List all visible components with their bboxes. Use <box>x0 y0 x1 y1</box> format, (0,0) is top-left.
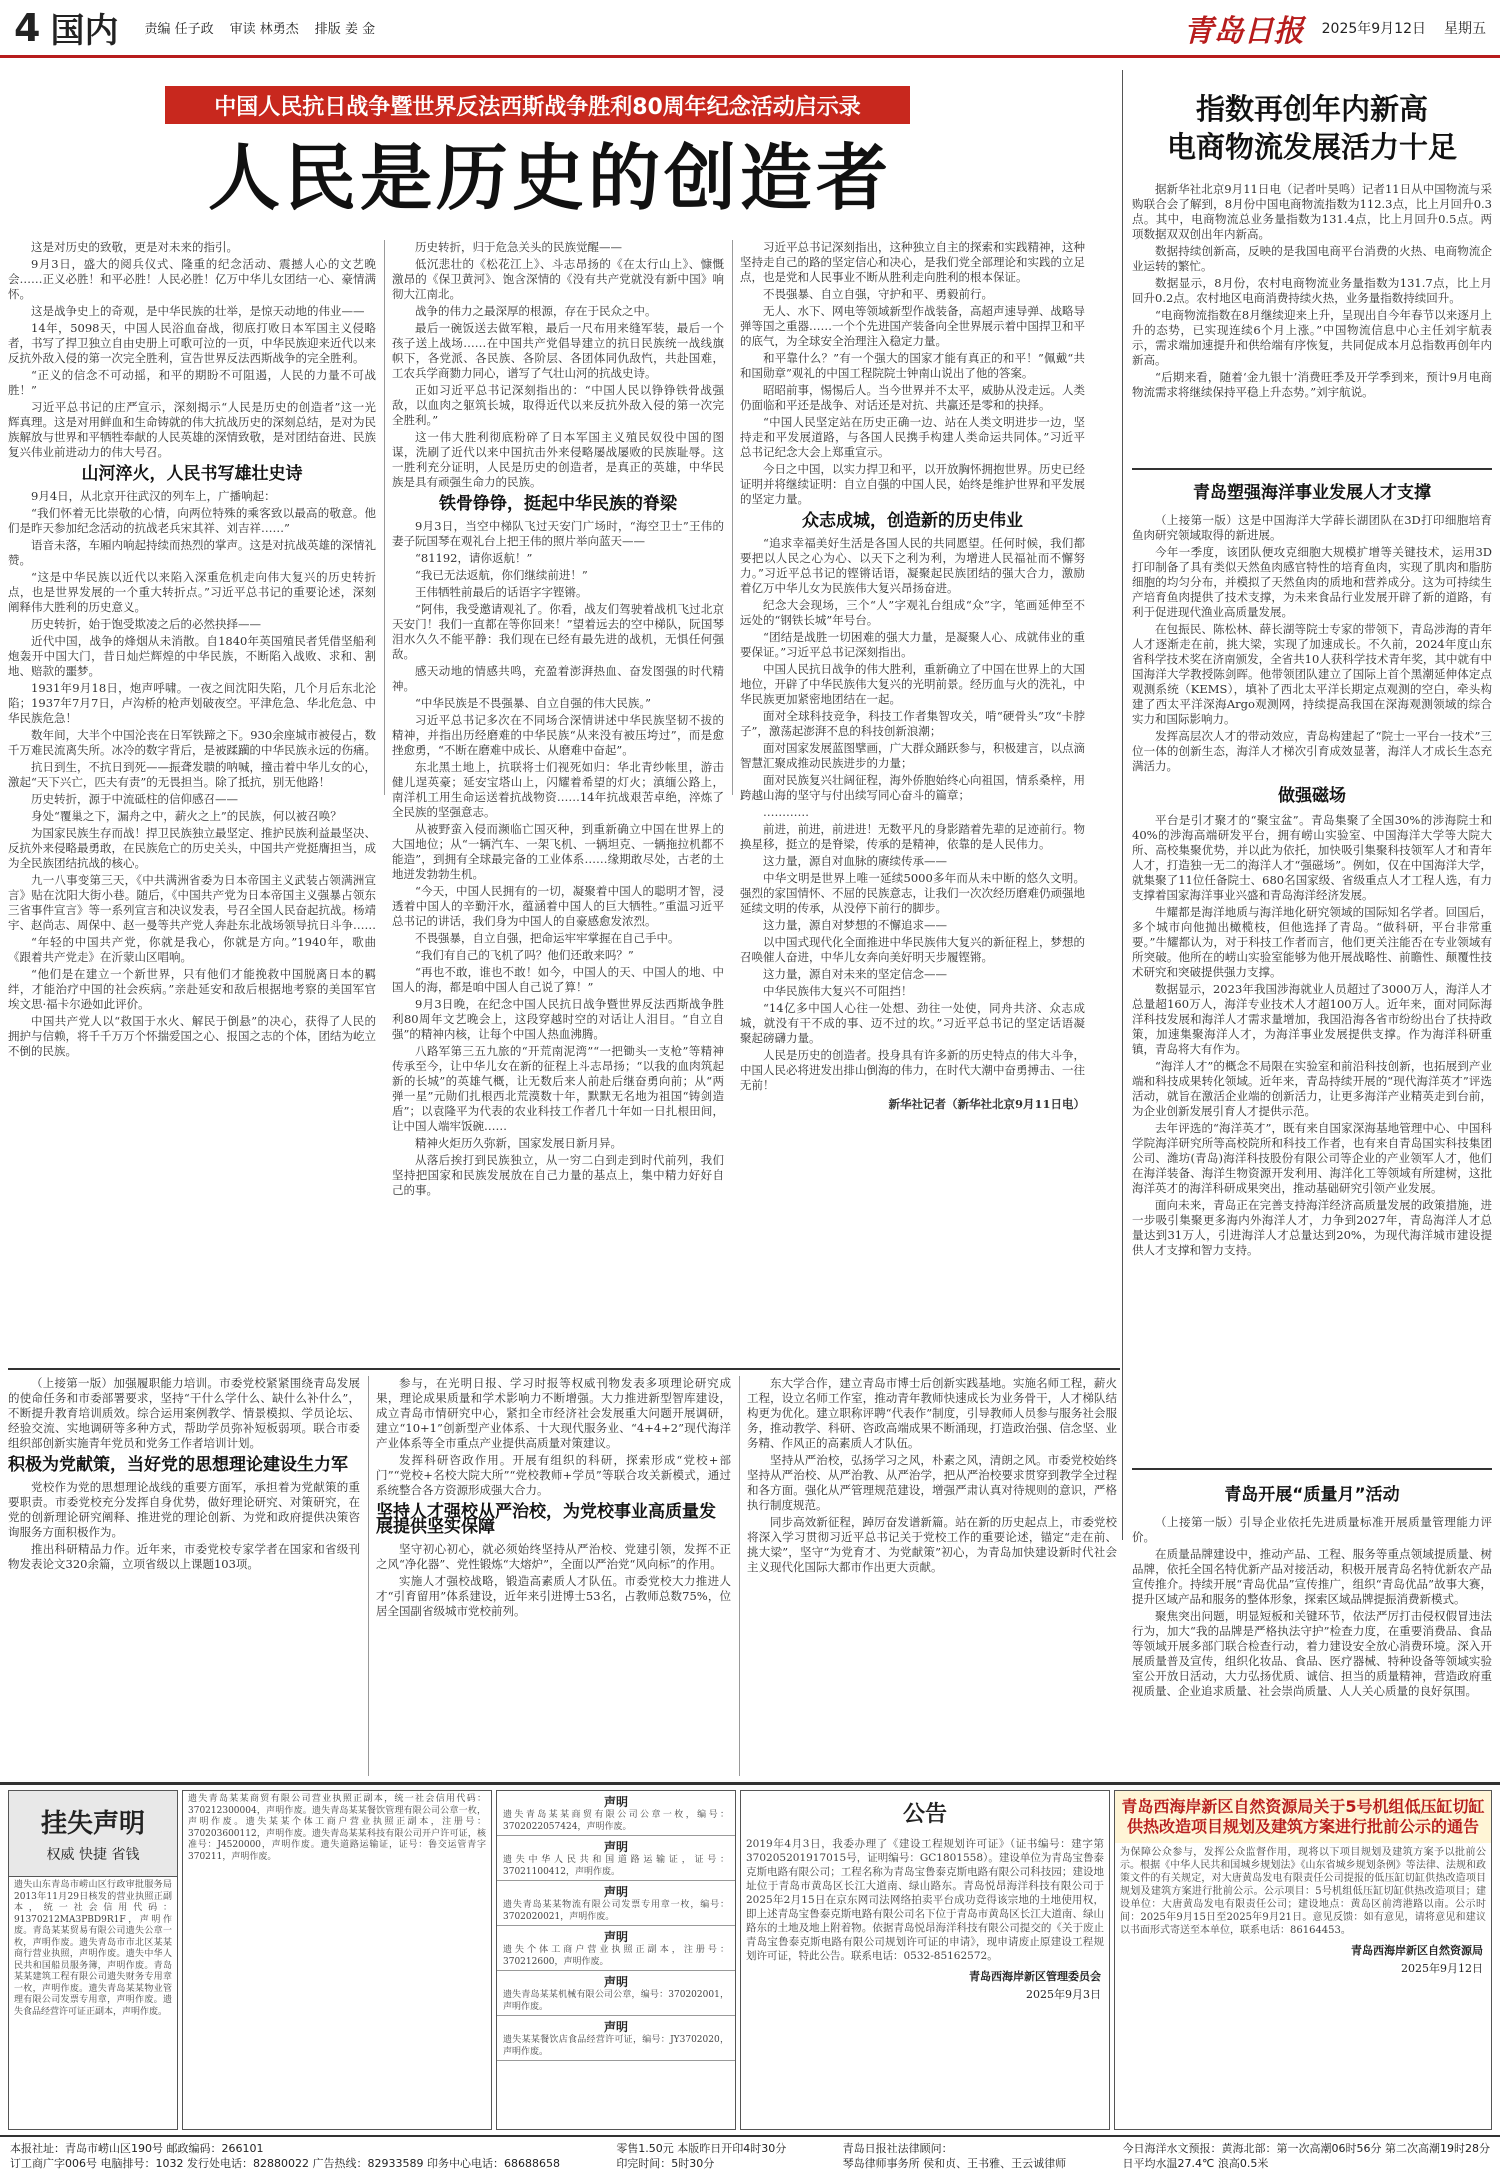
ocean-talent-body <box>1132 513 1492 774</box>
paragraph: 这是对历史的致敬，更是对未来的指引。 <box>31 240 238 254</box>
paragraph: 9月3日，盛大的阅兵仪式、隆重的纪念活动、震撼人心的文艺晚会……正义必胜！和平必胜！人民必胜！亿万中华儿女团结一心、豪情满怀。 <box>8 257 376 301</box>
paragraph: 为国家民族生存而战！捍卫民族独立最坚定、推护民族利益最坚决、反抗外来侵略最勇敢，在民族危亡的历史关头，中国共产党挺膺担当，成为全民族团结抗战的核心。 <box>8 826 376 870</box>
loss-ad-block <box>8 1790 178 2130</box>
declaration-text: 遗失青岛某某物流有限公司发票专用章一枚，编号：3702020021，声明作废。 <box>503 1900 729 1922</box>
paragraph: 推出科研精品力作。近年来，市委党校专家学者在国家和省级刊物发表论文320余篇，立项省级以上课题103项。 <box>8 1542 360 1571</box>
declaration-label: 声明 <box>603 1975 628 1989</box>
paragraph: 人民是历史的创造者。投身具有许多新的历史特点的伟大斗争，中国人民必将进发出排山倒海的伟力，在时代大潮中奋勇搏击、一往无前！ <box>740 1048 1085 1092</box>
col2-paras <box>392 240 724 490</box>
paragraph: “后期来看，随着‘金九银十’消费旺季及开学季到来，预计9月电商物流需求将继续保持平稳上升态势。”刘宇航说。 <box>1132 370 1492 399</box>
paragraph: 今年一季度，该团队便攻克细胞大规模扩增等关键技术，运用3D打印制备了具有类似天然鱼肉感官特性的培育鱼肉，实现了肌肉和脂肪细胞的均匀分布，并模拟了天然鱼肉的质地和营养成分。这为可持续生产培育鱼肉提供了技术支撑，为未来食品行业发展开辟了新的道路，有利于促进现代渔业高质量发展。 <box>1132 545 1492 619</box>
declaration-text: 遗失青岛某某机械有限公司公章，编号：370202001，声明作废。 <box>503 1990 729 2012</box>
paragraph: （上接第一版）这是中国海洋大学薛长湖团队在3D打印细胞培育鱼肉研究领域取得的新进展。 <box>1132 513 1492 542</box>
col1b-paras <box>8 489 376 1059</box>
declaration-item <box>497 2016 735 2061</box>
paragraph: “电商物流指数在8月继续迎来上升，呈现出自今年春节以来逐月上升的态势，已实现连续6个月上涨。”中国物流信息中心主任刘宇航表示，需求端加速提升和供给端有序恢复，共同促成本月总指数再创年内新高。 <box>1132 308 1492 367</box>
nr-notice-signer: 青岛西海岸新区自然资源局 <box>1351 1944 1483 1957</box>
nr-notice-date: 2025年9月12日 <box>1401 1962 1483 1975</box>
ecommerce-article <box>1132 90 1492 500</box>
footer-contacts: 订工商广字006号 电脑排号：1032 发行处电话：82880022 广告热线：82933589 印务中心电话：68688658 <box>10 2157 560 2170</box>
footer-lawyers: 琴岛律师事务所 侯和贞、王书雅、王云诚律师 <box>842 2157 1067 2170</box>
paragraph: “追求幸福美好生活是各国人民的共同愿望。任何时候，我们都要把以人民之心为心、以天下之利为利，为增进人民福祉而不懈努力。”习近平总书记的铿锵话语，凝聚起民族团结的强大合力，激励着亿万中华儿女为民族伟大复兴昂扬奋进。 <box>740 536 1085 595</box>
loss-ad-title: 挂失声明 <box>40 1809 145 1839</box>
paragraph: 不畏强暴，自立自强，把命运牢牢掌握在自己手中。 <box>415 931 680 945</box>
paragraph: “中华民族是不畏强暴、自立自强的伟大民族。” <box>415 696 652 710</box>
footer-tide: 今日海洋水文预报：黄海北部：第一次高潮06时56分 第二次高潮19时28分 <box>1122 2142 1490 2155</box>
paragraph: 面对国家发展蓝图擘画，广大群众踊跃参与，积极建言，以点滴智慧汇聚成推动民族进步的力量； <box>740 741 1085 770</box>
paragraph: 这一伟大胜利彻底粉碎了日本军国主义殖民奴役中国的图谋，洗刷了近代以来中国抗击外来侵略屡战屡败的民族耻辱。这一胜利充分证明，人民是历史的创造者，是真正的英雄，中华民族是具有顽强生命力的民族。 <box>392 430 724 489</box>
paragraph: 昭昭前事，惕惕后人。当今世界并不太平，威胁从没走远。人类仍面临和平还是战争、对话还是对抗、共赢还是零和的抉择。 <box>740 383 1085 412</box>
paragraph: 东大学合作，建立青岛市博士后创新实践基地。实施名师工程，薪火工程，设立名师工作室，推动青年教师快速成长为业务骨干，人才梯队结构更为优化。建立职称评聘“代表作”制度，引导教师人员参与服务社会服务，推动教学、科研、咨政高端成果不断涌现，打造政治强、信念坚、业务精、作风正的高素质人才队伍。 <box>747 1376 1117 1450</box>
paragraph: 据新华社北京9月11日电（记者叶昊鸣）记者11日从中国物流与采购联合会了解到，8月份中国电商物流指数为112.3点，比上月回升0.3点。其中，电商物流总业务量指数为131.4点，比上月回升0.5点。两项数据双双创出年内新高。 <box>1132 182 1492 241</box>
paragraph: 王伟牺牲前最后的话语字字铿锵。 <box>415 585 588 599</box>
paragraph: 实施人才强校战略，锻造高素质人才队伍。市委党校大力推进人才“引育留用”体系建设，近年来引进博士53名，占教师总数75%，位居全国副省级城市党校前列。 <box>376 1574 731 1618</box>
natural-resources-notice <box>1114 1790 1492 2130</box>
paragraph: 以中国式现代化全面推进中华民族伟大复兴的新征程上，梦想的召唤催人奋进，中华儿女奔向美好明天步履铿锵。 <box>740 935 1085 964</box>
public-notice <box>740 1790 1110 2130</box>
loss-ad-sub: 权威 快捷 省钱 <box>46 1847 140 1863</box>
declaration-item <box>497 1881 735 1926</box>
declaration-text: 遗失个体工商户营业执照正副本，注册号：370212600，声明作废。 <box>503 1945 729 1967</box>
ecommerce-body <box>1132 182 1492 400</box>
paragraph: 发挥科研咨政作用。开展有组织的科研，探索形成“党校+部门”“党校+名校大院大所”“党校教师+学员”等联合攻关新模式，通过系统整合各方资源形成强大合力。 <box>376 1453 731 1497</box>
article-col-1 <box>8 240 376 1058</box>
public-notice-signer: 青岛西海岸新区管理委员会 <box>969 1970 1101 1983</box>
party-school-col-3 <box>747 1376 1117 1776</box>
section-name: 国内 <box>50 11 119 51</box>
paragraph: 这力量，源自对梦想的不懈追求—— <box>763 918 947 932</box>
paragraph: 牛耀都是海洋地质与海洋地化研究领域的国际知名学者。回国后，多个城市向他抛出橄榄枝，但他选择了青岛。“做科研，平台非常重要。”牛耀都认为，对于科技工作者而言，他们更关注能否在专业领域有所突破。他所在的崂山实验室能够为他开展战略性、前瞻性、颠覆性技术研究和突破提供强力支撑。 <box>1132 905 1492 979</box>
paragraph: 身处“覆巢之下，漏舟之中，薪火之上”的民族，何以被召唤？ <box>31 809 342 823</box>
col2b-paras <box>392 519 724 1198</box>
declaration-item <box>497 1836 735 1881</box>
paragraph: （上接第一版）引导企业依托先进质量标准开展质量管理能力评价。 <box>1132 1515 1492 1544</box>
declaration-item <box>497 1791 735 1836</box>
paragraph: 中国人民抗日战争的伟大胜利，重新确立了中国在世界上的大国地位，开辟了中华民族伟大复兴的光明前景。经历血与火的洗礼，中华民族更加紧密地团结在一起。 <box>740 662 1085 706</box>
paragraph: 数据显示，2023年我国涉海就业人员超过了3000万人，海洋人才总量超160万人，海洋专业技术人才超100万人。近年来，面对同际海洋科技发展和海洋人才需求量增加，我国沿海各省市纷纷出台了扶持政策，加速集聚海洋人才，为海洋事业发展提供支撑。作为海洋科研重镇，青岛将大有作为。 <box>1132 982 1492 1056</box>
page-number: 4 <box>14 5 41 50</box>
footer-print-time: 印完时间：5时30分 <box>616 2157 715 2170</box>
subhead-2: 铁骨铮铮，挺起中华民族的脊梁 <box>439 494 677 514</box>
paragraph: “这是中华民族以近代以来陷入深重危机走向伟大复兴的历史转折点，也是世界发展的一个重大转折点。”习近平总书记的重要论述，深刻阐释伟大胜利的历史意义。 <box>8 570 376 614</box>
paragraph: 在包振民、陈松林、薛长湖等院士专家的带领下，青岛涉海的青年人才逐渐走在前，挑大梁，实现了加速成长。不久前，2024年度山东省科学技术奖在济南颁发，全省共10人获科学技术青年奖，其中就有中国海洋大学教授陈剑晖。他带领团队建立了国际上首个黑潮延伸体定点观测系统（KEMS），填补了西北太平洋长期定点观测的空白，牵头构建了西太平洋深海Argo观测网，持续提高我国在深海观测领域的综合实力和国际影响力。 <box>1132 622 1492 726</box>
paragraph: 去年评选的“海洋英才”，既有来自国家深海基地管理中心、中国科学院海洋研究所等高校院所和科技工作者，也有来自青岛国实科技集团公司、潍坊(青岛)海洋科技股份有限公司等企业的产业领军人才，他们在海洋装备、海洋生物资源开发利用、海洋化工等领域有所建树，这批海洋英才的海洋科研成果突出，推动基础研究引领产业发展。 <box>1132 1121 1492 1195</box>
declaration-text: 遗失青岛某某商贸有限公司公章一枚，编号：3702022057424，声明作废。 <box>503 1810 729 1832</box>
footer-price: 零售1.50元 本版昨日开印4时30分 <box>616 2142 787 2155</box>
paragraph: ………… <box>763 805 809 819</box>
paragraph: （上接第一版）加强履职能力培训。市委党校紧紧围绕青岛发展的使命任务和市委部署要求，坚持“干什么学什么、缺什么补什么”，不断提升教育培训质效。综合运用案例教学、情景模拟、学员论坛、经验交流、实地调研等多种方式，帮助学员弥补短板弱项。联合市委组织部创新实施青年党员和党务工作者培训计划。 <box>8 1376 360 1450</box>
ocean-talent-subhead: 做强磁场 <box>1278 786 1346 806</box>
paragraph: 历史转折，归于危急关头的民族觉醒—— <box>415 240 622 254</box>
paragraph: 坚持从严治校，弘扬学习之风，朴素之风，清朗之风。市委党校始终坚持从严治校、从严治教、从严治学，把从严治校要求贯穿到教学全过程和各方面。强化从严管理规范建设，增强严肃认真对待规则的意识，严格执行制度规范。 <box>747 1453 1117 1512</box>
paragraph: 这力量，源自对血脉的赓续传承—— <box>763 854 947 868</box>
quality-month-title: 青岛开展“质量月”活动 <box>1224 1485 1400 1505</box>
footer-legal: 青岛日报社法律顾问： <box>842 2142 953 2155</box>
paragraph: 前进，前进，前进进！无数平凡的身影踏着先辈的足迹前行。物换星移，挺立的是脊梁，传承的是精神，依靠的是人民伟力。 <box>740 822 1085 851</box>
footer-water-temp: 日平均水温27.4℃ 浪高0.5米 <box>1122 2157 1269 2170</box>
paragraph: 语音未落，车厢内响起持续而热烈的掌声。这是对抗战英雄的深情礼赞。 <box>8 538 376 567</box>
paragraph: 习近平总书记深刻指出，这种独立自主的探索和实践精神，这种坚持走自己的路的坚定信心和决心，是我们党全部理论和实践的立足点，也是党和人民事业不断从胜利走向胜利的根本保证。 <box>740 240 1085 284</box>
paragraph: 从落后挨打到民族独立，从一穷二白到走到时代前列，我们坚持把国家和民族发展放在自己力量的基点上，集中精力好好自己的事。 <box>392 1153 724 1197</box>
footer-address: 本报社址：青岛市崂山区190号 邮政编码：266101 <box>10 2142 264 2155</box>
paragraph: 精神火炬历久弥新，国家发展日新月异。 <box>415 1136 622 1150</box>
declaration-text: 遗失中华人民共和国道路运输证，证号：37021100412，声明作废。 <box>503 1855 729 1877</box>
paragraph: 9月3日，当空中梯队飞过天安门广场时，“海空卫士”王伟的妻子阮国琴在观礼台上把王伟的照片举向蓝天—— <box>392 519 724 548</box>
paragraph: “我们怀着无比崇敬的心情，向两位特殊的乘客致以最高的敬意。他们是昨天参加纪念活动的抗战老兵宋其祥、刘吉祥……” <box>8 506 376 535</box>
col3b-paras <box>740 536 1085 1093</box>
paragraph: 战争的伟力之最深厚的根源，存在于民众之中。 <box>415 304 657 318</box>
paragraph: 同步高效新征程，踔厉奋发谱新篇。站在新的历史起点上，市委党校将深入学习贯彻习近平总书记关于党校工作的重要论述，锚定“走在前、挑大梁”，坚守“为党育才、为党献策”初心，为青岛加快建设新时代社会主义现代化国际大都市作出更大贡献。 <box>747 1515 1117 1574</box>
paragraph: “年轻的中国共产党，你就是我心，你就是方向。”1940年，歌曲《跟着共产党走》在沂蒙山区唱响。 <box>8 935 376 964</box>
paragraph: 9月4日，从北京开往武汉的列车上，广播响起： <box>31 489 276 503</box>
notices-text: 遗失青岛某某商贸有限公司营业执照正副本，统一社会信用代码：370212300004，声明作废。遗失青岛某某餐饮管理有限公司公章一枚，声明作废。遗失某某个体工商户营业执照正副本，注册号：370203600112，声明作废。遗失青岛某某科技有限公司开户许可证，核准号：J4520000，声明作废。遗失道路运输证，证号：鲁交运管青字370211，声明作废。 <box>188 1794 486 1862</box>
paper-logo: 青岛日报 <box>1183 13 1304 49</box>
paragraph: 中华民族伟大复兴不可阻挡！ <box>763 984 913 998</box>
main-headline: 人民是历史的创造者 <box>207 136 892 220</box>
party-school-col-1 <box>8 1376 360 1776</box>
public-notice-text: 2019年4月3日，我委办理了《建设工程规划许可证》（证书编号：建字第370205201917015号，证明编号：GC1801558）。建设单位为青岛宝鲁泰克斯电路有限公司；工程名称为青岛宝鲁泰克斯电路有限公司科技园；建设地址位于青岛市黄岛区长江大道南、绿山路东。青岛悦昂海洋科技有限公司于2025年2月15日在京东网司法网络拍卖平台成功竞得该宗地的土地使用权，即上述青岛宝鲁泰克斯电路有限公司名下位于青岛市黄岛区长江大道南、绿山路东的土地及地上附着物。依据青岛悦昂海洋科技有限公司提交的《关于废止青岛宝鲁泰克斯电路有限公司规划许可证的申请》，现申请废止原建设工程规划许可证，特此公告。联系电话：0532-85162572。 <box>746 1838 1104 1962</box>
declaration-item <box>497 1971 735 2016</box>
declaration-label: 声明 <box>603 2020 628 2034</box>
paragraph: 这是战争史上的奇观，是中华民族的壮举，是惊天动地的伟业—— <box>31 304 365 318</box>
paragraph: “14亿多中国人心往一处想、劲往一处使，同舟共济、众志成城，就没有干不成的事、迈不过的坎。”习近平总书记的坚定话语凝聚起磅礴力量。 <box>740 1001 1085 1045</box>
nr-notice-title: 青岛西海岸新区自然资源局关于5号机组低压缸切缸供热改造项目规划及建筑方案进行批前公示的通告 <box>1115 1791 1491 1843</box>
paragraph: 平台是引才聚才的“聚宝盆”。青岛集聚了全国30%的涉海院士和40%的涉海高端研发平台，拥有崂山实验室、中国海洋大学等大院大所、高校集聚优势，并以此为依托，加快吸引集聚科技领军人才和青年人才，打造独一无二的海洋人才“强磁场”。例如，仅在中国海洋大学，就集聚了11位任备院士、680名国家级、省级重点人才工程人选，有力支撑着国家海洋事业兴盛和青岛海洋经济发展。 <box>1132 813 1492 902</box>
editor-credit: 责编 任子政 <box>144 22 214 37</box>
ocean-talent-title: 青岛塑强海洋事业发展人才支撑 <box>1193 483 1431 503</box>
paragraph: 坚守初心初心，就必须始终坚持从严治校、党建引领，发挥不正之风“净化器”、党性锻炼“大熔炉”，全面以严治党“风向标”的作用。 <box>376 1542 731 1571</box>
paragraph: 数据显示，8月份，农村电商物流业务量指数为131.7点，比上月回升0.2点。农村地区电商消费持续火热，业务量指数持续回升。 <box>1132 276 1492 305</box>
paragraph: “海洋人才”的概念不局限在实验室和前沿科技创新，也拓展到产业端和科技成果转化领域。近年来，青岛持续开展的“现代海洋英才”评选活动，就旨在激活企业端的创新活力，让更多海洋产业精英走到台前，为企业创新发展引育人才提供示范。 <box>1132 1059 1492 1118</box>
paragraph: 发挥高层次人才的带动效应，青岛构建起了“院士一平台一技术”三位一体的创新生态，海洋人才梯次引育成效显著，海洋人才成长生态充满活力。 <box>1132 729 1492 773</box>
paragraph: 聚焦突出问题，明显短板和关键环节，依法严厉打击侵权假冒违法行为，加大“我的品牌是严格执法守护”检查力度，在重要消费品、食品等领域开展多部门联合检查行动，着力建设安全放心消费环境。深入开展质量普及宣传，组织化妆品、食品、医疗器械、特种设备等领域实验室公开放日活动，大力弘扬优质、诚信、担当的质量精神，营造政府重视质量、企业追求质量、社会崇尚质量、人人关心质量的良好氛围。 <box>1132 1609 1492 1698</box>
paragraph: “今天，中国人民拥有的一切，凝聚着中国人的聪明才智，浸透着中国人的辛勤汗水，蕴涵着中国人的巨大牺牲。”重温习近平总书记的讲话，我们身为中国人的自豪感愈发浓烈。 <box>392 884 724 928</box>
paragraph: 从被野蛮入侵而濒临亡国灭种，到重新确立中国在世界上的大国地位；从“一辆汽车、一架飞机、一辆坦克、一辆拖拉机都不能造”，到拥有全球最完备的工业体系……缘期敢尽处，古老的土地迸发勃勃生机。 <box>392 822 724 881</box>
paragraph: “团结是战胜一切困难的强大力量，是凝聚人心、成就伟业的重要保证。”习近平总书记深刻指出。 <box>740 630 1085 659</box>
layout-credit: 排版 姜 金 <box>314 22 376 37</box>
public-notice-date: 2025年9月3日 <box>1026 1988 1101 2001</box>
col3-paras <box>740 240 1085 507</box>
ecommerce-title-2: 电商物流发展活力十足 <box>1166 130 1457 164</box>
paragraph: 东北黑土地上，抗联将士们视死如归：华北青纱帐里，游击健儿逞英豪；延安宝塔山上，闪耀着希望的灯火；滇缅公路上，南洋机工用生命运送着抗战物资……14年抗战艰苦卓绝，淬炼了全民族的坚强意志。 <box>392 760 724 819</box>
paragraph: 历史转折，始于饱受欺凌之后的必然抉择—— <box>31 617 261 631</box>
subhead-3: 众志成城，创造新的历史伟业 <box>802 511 1023 531</box>
reviewer-credit: 审读 林勇杰 <box>229 22 299 37</box>
loss-ad-text: 遗失山东青岛市崂山区行政审批服务局2013年11月29日核发的营业执照正副本，统一社会信用代码：91370212MA3PBD9R1F，声明作废。青岛某某贸易有限公司遗失公章一枚，声明作废。遗失青岛市市北区某某商行营业执照，声明作废。遗失中华人民共和国船员服务簿，声明作废。青岛某某建筑工程有限公司遗失财务专用章一枚，声明作废。遗失青岛某某物业管理有限公司发票专用章，声明作废。遗失食品经营许可证正副本，声明作废。 <box>14 1880 172 2017</box>
series-banner: 中国人民抗日战争暨世界反法西斯战争胜利80周年纪念活动启示录 <box>165 86 910 124</box>
nr-notice-text: 为保障公众参与，发挥公众监督作用，现将以下项目规划及建筑方案予以批前公示。根据《中华人民共和国城乡规划法》《山东省城乡规划条例》等法律、法规和政策文件的有关规定，对大唐黄岛发电有限责任公司提报的低压缸切缸供热改造项目规划及建筑方案进行批前公示。公示项目：5号机组低压缸切缸供热改造项目；建设单位：大唐黄岛发电有限责任公司；建设地点：黄岛区前湾港路以南。公示时间：2025年9月15日至2025年9月21日。意见反馈：如有意见，请将意见和建议以书面形式寄送至本单位，联系电话：86164453。 <box>1120 1847 1486 1936</box>
paragraph: 和平靠什么？”有一个强大的国家才能有真正的和平！”佩戴“共和国勋章”观礼的中国工程院院士钟南山说出了他的答案。 <box>740 351 1085 380</box>
paragraph: 八路军第三五九旅的“开荒南泥湾”“一把锄头一支枪”等精神传承至今，让中华儿女在新的征程上斗志昂扬；“以我的血肉筑起新的长城”的英雄气概，让无数后来人前赴后继奋勇向前；从“两弹一星”元勋们扎根西北荒漠数十年，默默无名地为祖国“铸剑造盾”；以袁隆平为代表的农业科技工作者几十年如一日扎根田间，让中国人端牢饭碗…… <box>392 1044 724 1133</box>
paragraph: “他们是在建立一个新世界，只有他们才能挽救中国脱离日本的羁绊，才能治疗中国的社会疾病。”亲赴延安和敌后根据地考察的美国军官埃文思·福卡尔逊如此评价。 <box>8 967 376 1011</box>
paragraph: 近代中国，战争的烽烟从未消散。自1840年英国殖民者凭借坚船利炮轰开中国大门，昔日灿烂辉煌的中华民族，不断陷入战败、求和、割地、赔款的噩梦。 <box>8 634 376 678</box>
paragraph: 抗日到生，不抗日到死——振聋发聩的呐喊，撞击着中华儿女的心，激起“天下兴亡，匹夫有责”的无畏担当。除了抵抗，别无他路！ <box>8 760 376 789</box>
paragraph: 14年，5098天，中国人民浴血奋战，彻底打败日本军国主义侵略者，书写了捍卫独立自由史册上可歌可泣的一页，中华民族迎来近代以来反抗外敌入侵的第一次完全胜利，宣告世界反法西斯战争的完全胜利。 <box>8 321 376 365</box>
paragraph: “再也不敢，谁也不敢！如今，中国人的天、中国人的地、中国人的海，都是咱中国人自己说了算！” <box>392 965 724 994</box>
paragraph: “81192，请你返航！” <box>415 551 533 565</box>
paragraph: “我已无法返航，你们继续前进！” <box>415 568 588 582</box>
paragraph: 历史转折，源于中流砥柱的信仰感召—— <box>31 792 238 806</box>
declaration-label: 声明 <box>603 1795 628 1809</box>
paragraph: 最后一碗饭送去做军粮，最后一尺布用来缝军装，最后一个孩子送上战场……在中国共产党倡导建立的抗日民族统一战线旗帜下，各党派、各民族、各阶层、各团体同仇敌忾，共赴国难，工农兵学商勠力同心，谱写了气壮山河的抗战史诗。 <box>392 321 724 380</box>
declaration-item <box>497 1926 735 1971</box>
paragraph: 参与，在光明日报、学习时报等权威刊物发表多项理论研究成果，理论成果质量和学术影响力不断增强。大力推进新型智库建设，成立青岛市情研究中心，紧扣全市经济社会发展重大问题开展调研，建立“10+1”创新型产业体系、十大现代服务业、“4+4+2”现代海洋产业体系等全市重点产业提供高质量对策建议。 <box>376 1376 731 1450</box>
quality-month-article <box>1132 1478 1492 1778</box>
public-notice-title: 公告 <box>902 1802 947 1827</box>
col1-paras <box>8 240 376 460</box>
paragraph: 这力量，源自对未来的坚定信念—— <box>763 967 947 981</box>
paragraph: 正如习近平总书记深刻指出的：“中国人民以铮铮铁骨战强敌，以血肉之躯筑长城，取得近代以来反抗外敌入侵的第一次完全胜利。” <box>392 383 724 427</box>
paragraph: 1931年9月18日，炮声呼啸。一夜之间沈阳失陷，几个月后东北沦陷；1937年7月7日，卢沟桥的枪声划破夜空。平津危急、华北危急、中华民族危急！ <box>8 681 376 725</box>
notices-block <box>182 1790 492 2130</box>
article-col-2 <box>392 240 724 1197</box>
paragraph: “中国人民坚定站在历史正确一边、站在人类文明进步一边，坚持走和平发展道路，与各国人民携手构建人类命运共同体。”习近平总书记纪念大会上郑重宣示。 <box>740 415 1085 459</box>
masthead <box>0 0 1500 58</box>
paragraph: 数年间，大半个中国沦丧在日军铁蹄之下。930余座城市被侵占，数千万难民流离失所。冰冷的数字背后，是被蹂躏的中华民族永远的伤痛。 <box>8 728 376 757</box>
declaration-label: 声明 <box>603 1885 628 1899</box>
paragraph: “正义的信念不可动摇，和平的期盼不可阻遏，人民的力量不可战胜！” <box>8 368 376 397</box>
subhead-1: 山河淬火，人民书写雄壮史诗 <box>81 464 303 484</box>
declaration-label: 声明 <box>603 1930 628 1944</box>
paragraph: 九一八事变第三天，《中共满洲省委为日本帝国主义武装占领满洲宣言》贴在沈阳大街小巷。随后，《中国共产党为日本帝国主义强暴占领东三省事件宣言》等一系列宣言和决议发表，号召全国人民奋起抗战。杨靖宇、赵尚志、周保中、赵一曼等共产党人奔赴东北战场领导抗日斗争…… <box>8 873 376 932</box>
paragraph: 感天动地的情感共鸣，充盈着澎湃热血、奋发图强的时代精神。 <box>392 664 724 693</box>
ocean-talent-article <box>1132 476 1492 1466</box>
declarations-block <box>496 1790 736 2130</box>
paragraph: 今日之中国，以实力捍卫和平，以开放胸怀拥抱世界。历史已经证明并将继续证明：自立自强的中国人民，始终是维护世界和平发展的坚定力量。 <box>740 462 1085 506</box>
party-school-subhead-2: 坚持人才强校从严治校，为党校事业高质量发展提供坚实保障 <box>376 1502 716 1537</box>
declaration-text: 遗失某某餐饮店食品经营许可证，编号：JY3702020，声明作废。 <box>503 2035 729 2057</box>
paragraph: 9月3日晚，在纪念中国人民抗日战争暨世界反法西斯战争胜利80周年文艺晚会上，这段穿越时空的对话让人泪目。“自立自强”的精神内核，让每个中国人热血沸腾。 <box>392 997 724 1041</box>
quality-month-body <box>1132 1515 1492 1699</box>
party-school-subhead-1: 积极为党献策，当好党的思想理论建设生力军 <box>8 1455 348 1475</box>
issue-date: 2025年9月12日 <box>1321 20 1426 37</box>
paragraph: “我们有自己的飞机了吗？他们还敢来吗？” <box>415 948 634 962</box>
paragraph: “阿伟，我受邀请观礼了。你看，战友们驾驶着战机飞过北京天安门！我们一直都在等你回来！”望着远去的空中梯队，阮国琴泪水久久不能平静：我们现在已经有最先进的战机，无惧任何强敌。 <box>392 602 724 661</box>
paragraph: 无人、水下、网电等领域新型作战装备，高超声速导弹、战略导弹等国之重器……一个个先进国产装备向全世界展示着中国捍卫和平的底气，为全球安全治理注入稳定力量。 <box>740 304 1085 348</box>
byline: 新华社记者（新华社北京9月11日电） <box>888 1097 1085 1111</box>
paragraph: 习近平总书记多次在不同场合深情讲述中华民族坚韧不拔的精神，并指出历经磨难的中华民族“从来没有被压垮过”，而是愈挫愈勇，“不断在磨难中成长、从磨难中奋起”。 <box>392 713 724 757</box>
paragraph: 低沉悲壮的《松花江上》、斗志昂扬的《在太行山上》、慷慨激昂的《保卫黄河》、饱含深情的《没有共产党就没有新中国》响彻大江南北。 <box>392 257 724 301</box>
paragraph: 党校作为党的思想理论战线的重要方面军，承担着为党献策的重要职责。市委党校充分发挥自身优势，做好理论研究、对策研究，在党的创新理论研究阐释、推进党的理论创新、为党和政府提供决策咨询服务方面积极作为。 <box>8 1480 360 1539</box>
ecommerce-title-1: 指数再创年内新高 <box>1195 92 1428 126</box>
paragraph: 面向未来，青岛正在完善支持海洋经济高质量发展的政策措施，进一步吸引集聚更多海内外海洋人才，力争到2027年，青岛海洋人才总量达到31万人，引进海洋人才总量达到20%，为现代海洋城市建设提供人才支撑和智力支持。 <box>1132 1198 1492 1257</box>
paragraph: 数据持续创新高，反映的是我国电商平台消费的火热、电商物流企业运转的繁忙。 <box>1132 244 1492 273</box>
paragraph: 中华文明是世界上唯一延续5000多年而从未中断的悠久文明。强烈的家国情怀、不屈的民族意志，让我们一次次经历磨难仍顽强地延续文明的传承，从没停下前行的脚步。 <box>740 871 1085 915</box>
paragraph: 不畏强暴、自立自强，守护和平、勇毅前行。 <box>763 287 993 301</box>
paragraph: 在质量品牌建设中，推动产品、工程、服务等重点领域提质量、树品牌，依托全国名特优新产品对接活动，积极开展青岛名特优新农产品宣传推介。持续开展“青岛优品”宣传推广，组织“青岛优品”故事大赛，提升区域产品和服务的整体形象，探索区域品牌提振消费新模式。 <box>1132 1547 1492 1606</box>
paragraph: 纪念大会现场，三个“人”字观礼台组成“众”字，笔画延伸至不远处的“钢铁长城”年号台。 <box>740 598 1085 627</box>
paragraph: 习近平总书记的庄严宣示，深刻揭示“人民是历史的创造者”这一光辉真理。这是对用鲜血和生命铸就的伟大抗战历史的深刻总结，是对为民族解放与世界和平牺牲奉献的人民英雄的深情致敬，是对团结奋进、民族复兴伟业前进动力的伟大号召。 <box>8 400 376 459</box>
paragraph: 面对全球科技竞争，科技工作者集智攻关，啃“硬骨头”攻“卡脖子”，激荡起澎湃不息的科技创新浪潮； <box>740 709 1085 738</box>
paragraph: 中国共产党人以“救国于水火、解民于倒悬”的决心，获得了人民的拥护与信赖，将千千万万个怀揣爱国之心、报国之志的个体，团结为屹立不倒的民族。 <box>8 1014 376 1058</box>
party-school-col-2 <box>376 1376 731 1776</box>
article-col-3 <box>740 240 1085 1111</box>
issue-weekday: 星期五 <box>1444 20 1486 37</box>
paragraph: 面对民族复兴壮阔征程，海外侨胞始终心向祖国，情系桑梓，用跨越山海的坚守与付出续写同心奋斗的篇章； <box>740 773 1085 802</box>
page-footer <box>0 2135 1500 2175</box>
declaration-label: 声明 <box>603 1840 628 1854</box>
ocean-talent-body-2 <box>1132 813 1492 1258</box>
